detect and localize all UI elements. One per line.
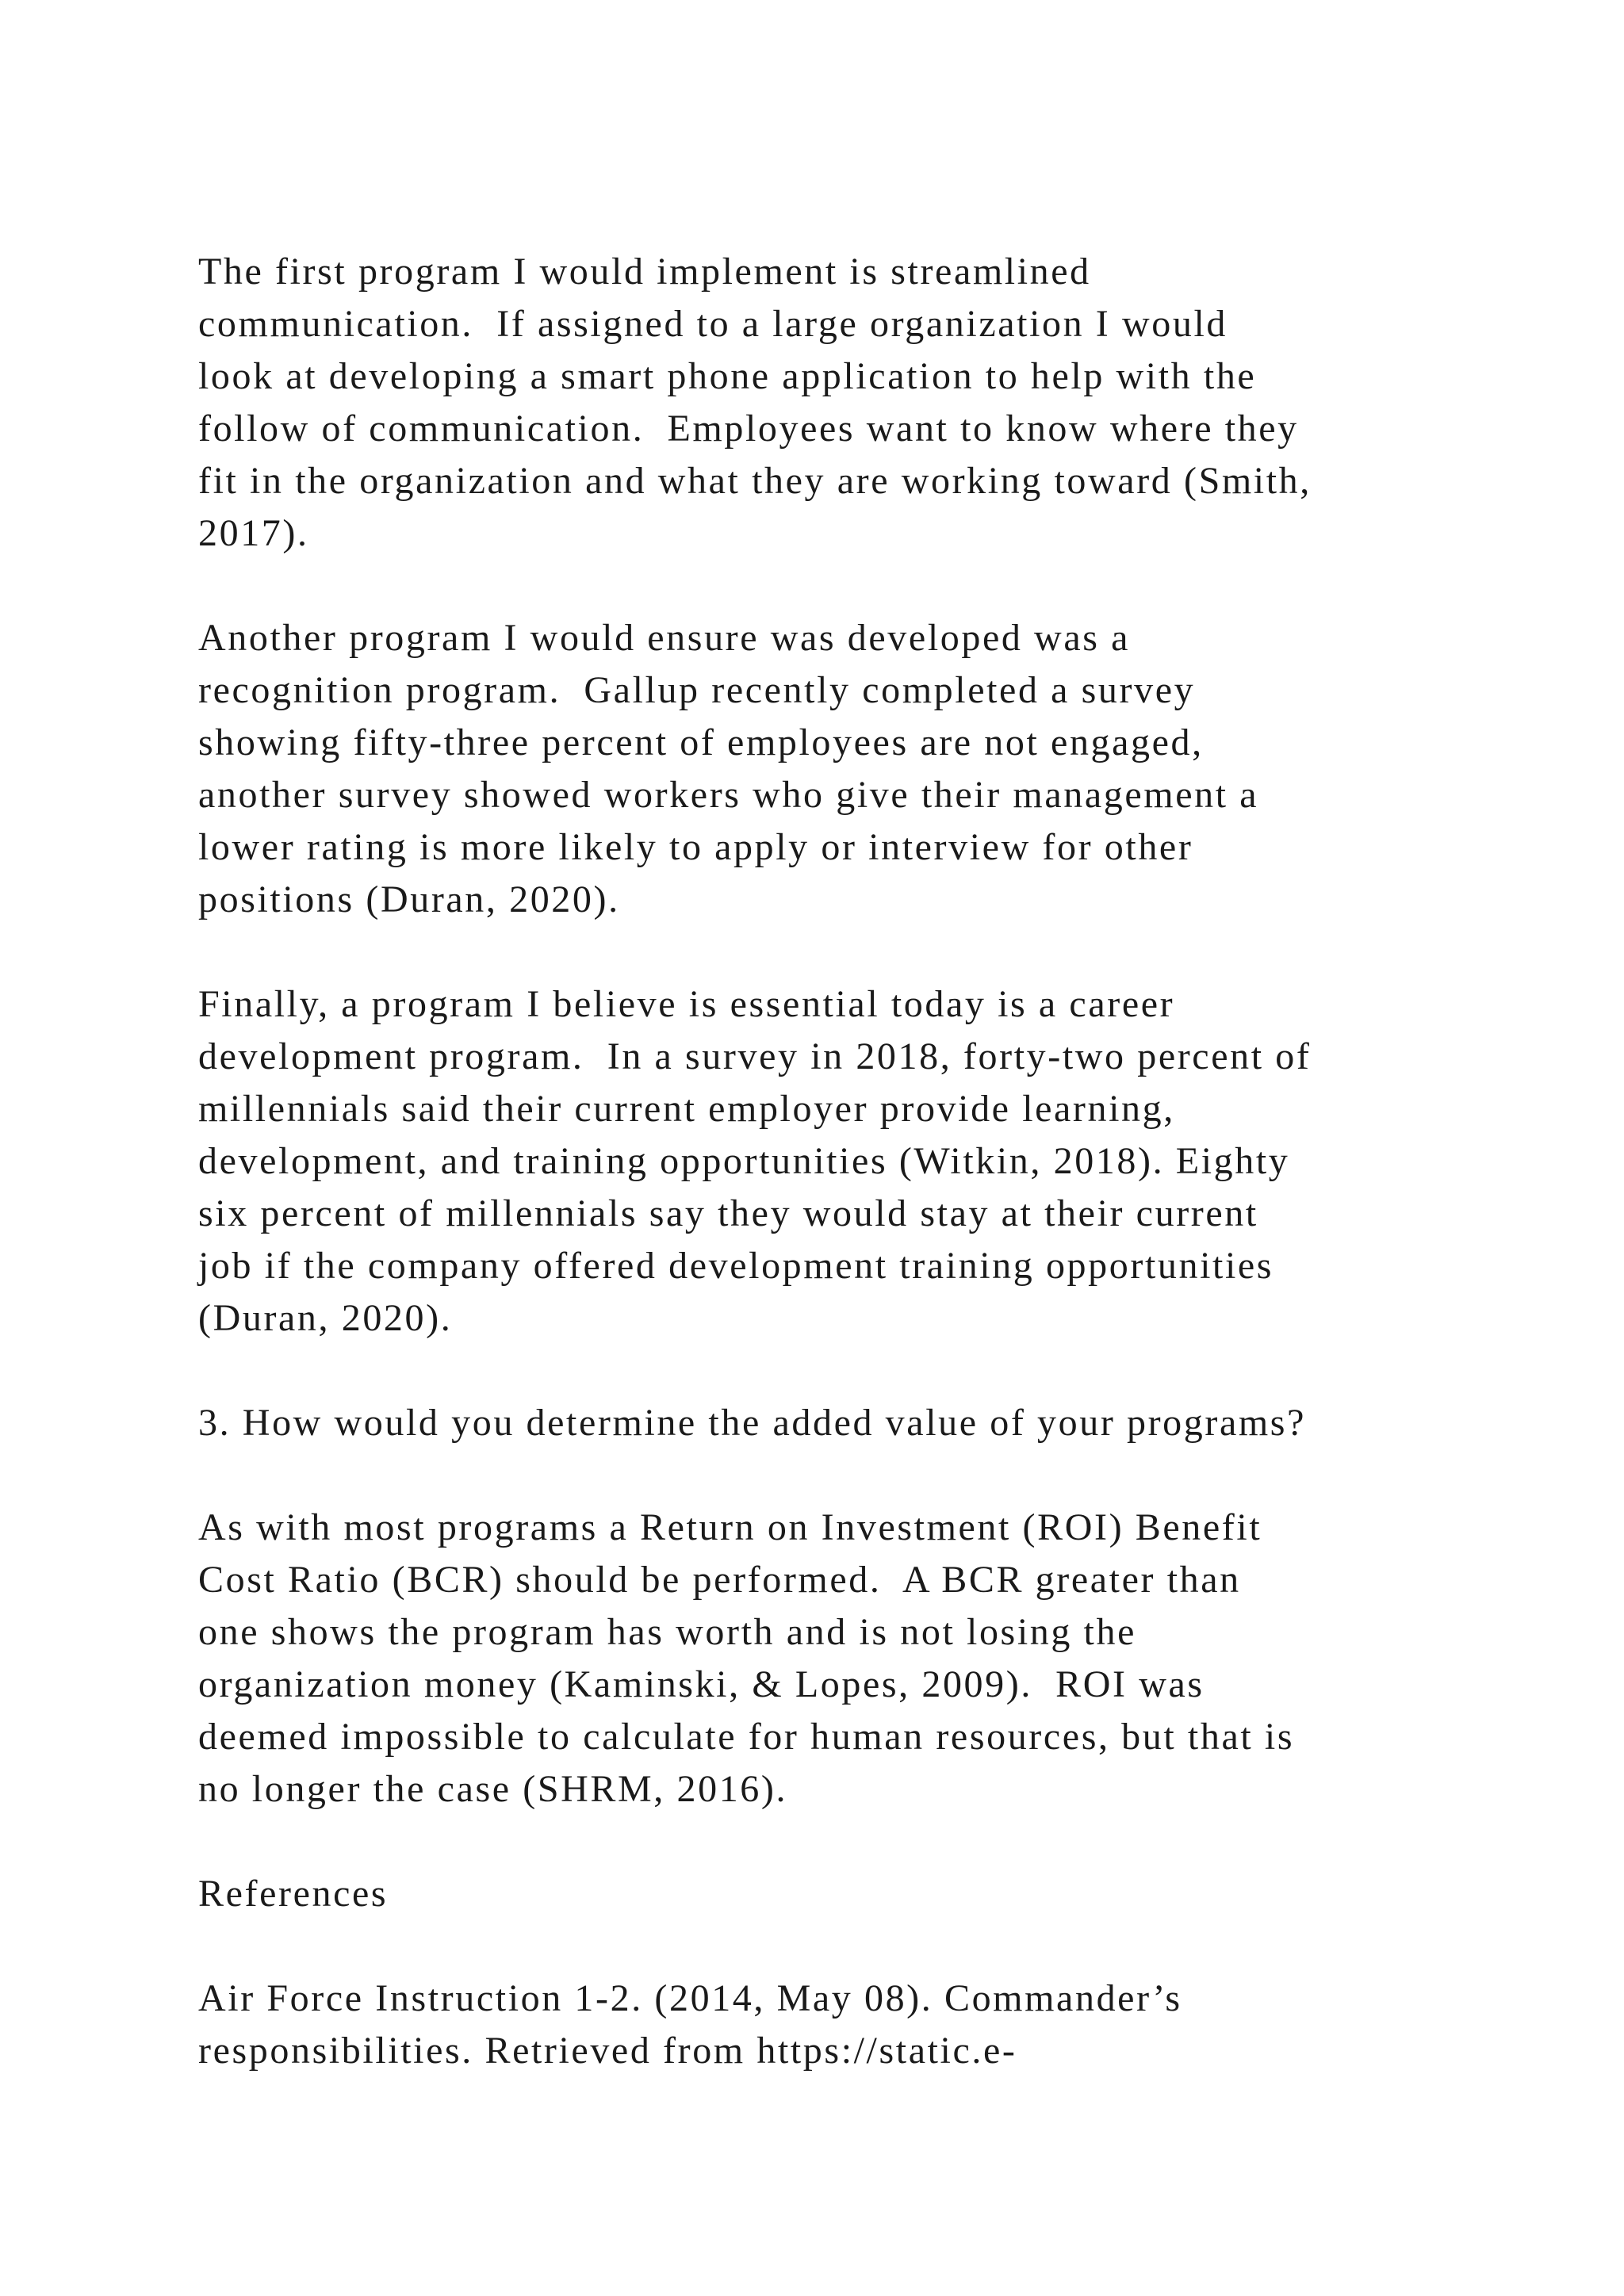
- paragraph-recognition-program: [198, 612, 1507, 926]
- references-heading: [198, 1868, 1507, 1920]
- text-line: follow of communication. Employees want to know where they: [198, 408, 1299, 450]
- paragraph-roi-bcr: [198, 1502, 1507, 1816]
- text-line: no longer the case (SHRM, 2016).: [198, 1768, 788, 1810]
- text-line: 3. How would you determine the added value of your programs?: [198, 1402, 1306, 1444]
- text-line: Another program I would ensure was developed was a: [198, 617, 1131, 659]
- text-line: As with most programs a Return on Investment (ROI) Benefit: [198, 1506, 1262, 1548]
- text-line: References: [198, 1873, 389, 1915]
- text-line: The first program I would implement is streamlined: [198, 251, 1091, 293]
- text-line: look at developing a smart phone application to help with the: [198, 355, 1257, 397]
- question-heading: [198, 1397, 1507, 1449]
- text-line: job if the company offered development training opportunities: [198, 1245, 1274, 1287]
- paragraph-streamlined-communication: [198, 246, 1507, 560]
- text-line: (Duran, 2020).: [198, 1297, 453, 1339]
- text-line: positions (Duran, 2020).: [198, 878, 620, 920]
- text-line: organization money (Kaminski, & Lopes, 2009). ROI was: [198, 1663, 1205, 1705]
- text-line: Finally, a program I believe is essential today is a career: [198, 983, 1175, 1025]
- text-line: recognition program. Gallup recently completed a survey: [198, 669, 1196, 711]
- text-line: lower rating is more likely to apply or interview for other: [198, 826, 1193, 868]
- text-line: millennials said their current employer provide learning,: [198, 1088, 1175, 1130]
- document-body: [198, 246, 1507, 2130]
- text-line: 2017).: [198, 512, 309, 554]
- text-line: responsibilities. Retrieved from https://static.e-: [198, 2030, 1017, 2072]
- text-line: fit in the organization and what they are working toward (Smith,: [198, 460, 1312, 502]
- text-line: one shows the program has worth and is not losing the: [198, 1611, 1136, 1653]
- reference-entry: [198, 1973, 1507, 2077]
- text-line: development, and training opportunities (Witkin, 2018). Eighty: [198, 1140, 1290, 1182]
- text-line: communication. If assigned to a large organization I would: [198, 303, 1228, 345]
- text-line: deemed impossible to calculate for human resources, but that is: [198, 1716, 1295, 1758]
- paragraph-career-development: [198, 978, 1507, 1345]
- text-line: Air Force Instruction 1-2. (2014, May 08). Commander’s: [198, 1977, 1182, 2019]
- text-line: development program. In a survey in 2018, forty-two percent of: [198, 1035, 1312, 1077]
- text-line: six percent of millennials say they would stay at their current: [198, 1192, 1258, 1234]
- text-line: another survey showed workers who give their management a: [198, 774, 1259, 816]
- text-line: Cost Ratio (BCR) should be performed. A BCR greater than: [198, 1559, 1241, 1601]
- text-line: showing fifty-three percent of employees are not engaged,: [198, 721, 1204, 763]
